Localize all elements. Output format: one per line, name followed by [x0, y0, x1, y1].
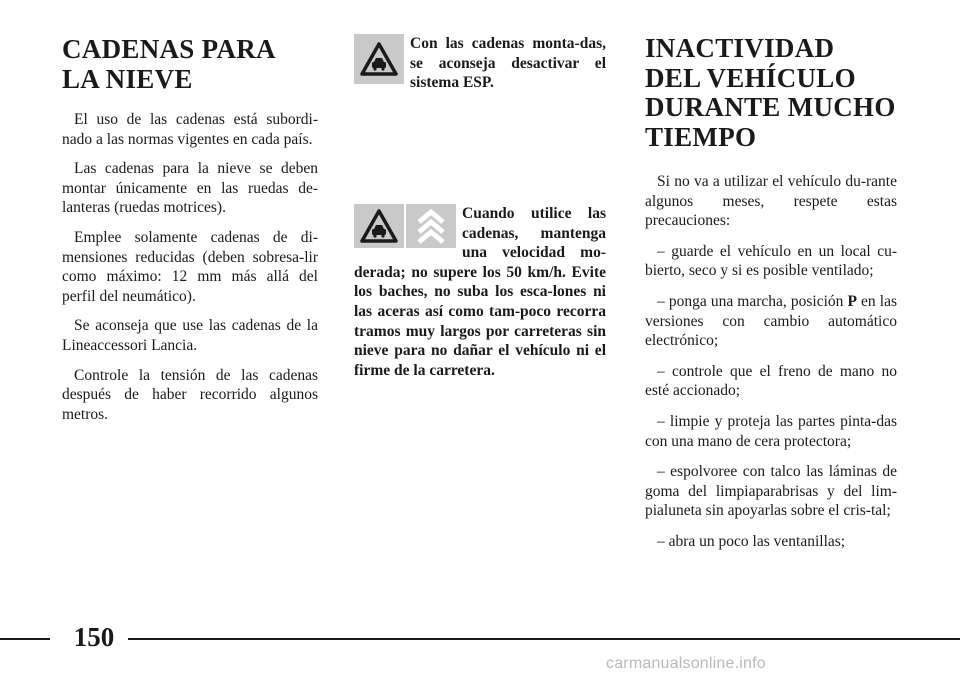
heading-line: LA NIEVE	[62, 64, 193, 94]
gear-position-label: P	[847, 292, 857, 310]
list-item: – limpie y proteja las partes pinta-das con una mano de cera protectora;	[645, 412, 897, 450]
warning-triangle-car-icon	[354, 204, 404, 248]
warning-triangle-car-icon	[354, 34, 404, 84]
page-number: 150	[73, 622, 115, 652]
list-item: – espolvoree con talco las láminas de goma del limpiaparabrisas y del lim-pialuneta sin apoyarlas sobre el cris-tal;	[645, 463, 897, 520]
list-item: – guarde el vehículo en un local cu-bierto, seco y si es posible ventilado;	[645, 242, 897, 280]
heading-line: TIEMPO	[645, 121, 757, 152]
warning-text: Con las cadenas monta-das, se aconseja desactivar el sistema ESP.	[410, 35, 606, 92]
paragraph: Se aconseja que use las cadenas de la Lineaccessori Lancia.	[62, 317, 318, 354]
left-column	[62, 34, 318, 434]
paragraph: Controle la tensión de las cadenas después de haber recorrido algunos metros.	[62, 366, 318, 423]
paragraph: Las cadenas para la nieve se deben montar únicamente en las ruedas de-lanteras (ruedas motrices).	[62, 160, 318, 217]
heading-line: INACTIVIDAD	[645, 33, 835, 63]
paragraph: El uso de las cadenas está subordi-nado a las normas vigentes en cada país.	[62, 111, 318, 148]
warning-speed	[354, 204, 606, 380]
footer-rule-left	[0, 638, 50, 640]
paragraph: Emplee solamente cadenas de di-mensiones reducidas (deben sobresa-lir como máximo: 12 mm más allá del perfil del neumático).	[62, 228, 318, 305]
list-item-text: – ponga una marcha, posición	[657, 292, 848, 310]
paragraph: Si no va a utilizar el vehículo du-rante algunos meses, respete estas precauciones:	[645, 173, 897, 230]
warning-text: Cuando utilice las cadenas, mantenga una velocidad mo-derada; no supere los 50 km/h. Evite los baches, no suba los esca-lones ni las aceras así como tam-poco recorra tramos muy largos por carreteras sin nieve para no dañar el vehículo ni el firme de la carretera.	[354, 205, 606, 379]
heading-line: CADENAS PARA	[62, 34, 276, 64]
list-item: – controle que el freno de mano no esté accionado;	[645, 362, 897, 400]
section-heading-snow-chains	[62, 34, 318, 94]
list-item: – abra un poco las ventanillas;	[657, 532, 846, 550]
section-heading-vehicle-storage	[645, 34, 897, 152]
heading-line: DEL VEHÍCULO	[645, 62, 856, 93]
list-item-text: en las versiones con cambio automático electrónico;	[645, 292, 897, 350]
slippery-road-icon	[406, 204, 456, 248]
middle-column	[354, 34, 606, 434]
warning-esp	[354, 34, 606, 93]
watermark: carmanualsonline.info	[606, 655, 766, 672]
footer-rule-right	[128, 638, 960, 640]
list-item	[645, 292, 897, 351]
heading-line: DURANTE MUCHO	[645, 92, 896, 122]
right-column	[645, 34, 897, 563]
